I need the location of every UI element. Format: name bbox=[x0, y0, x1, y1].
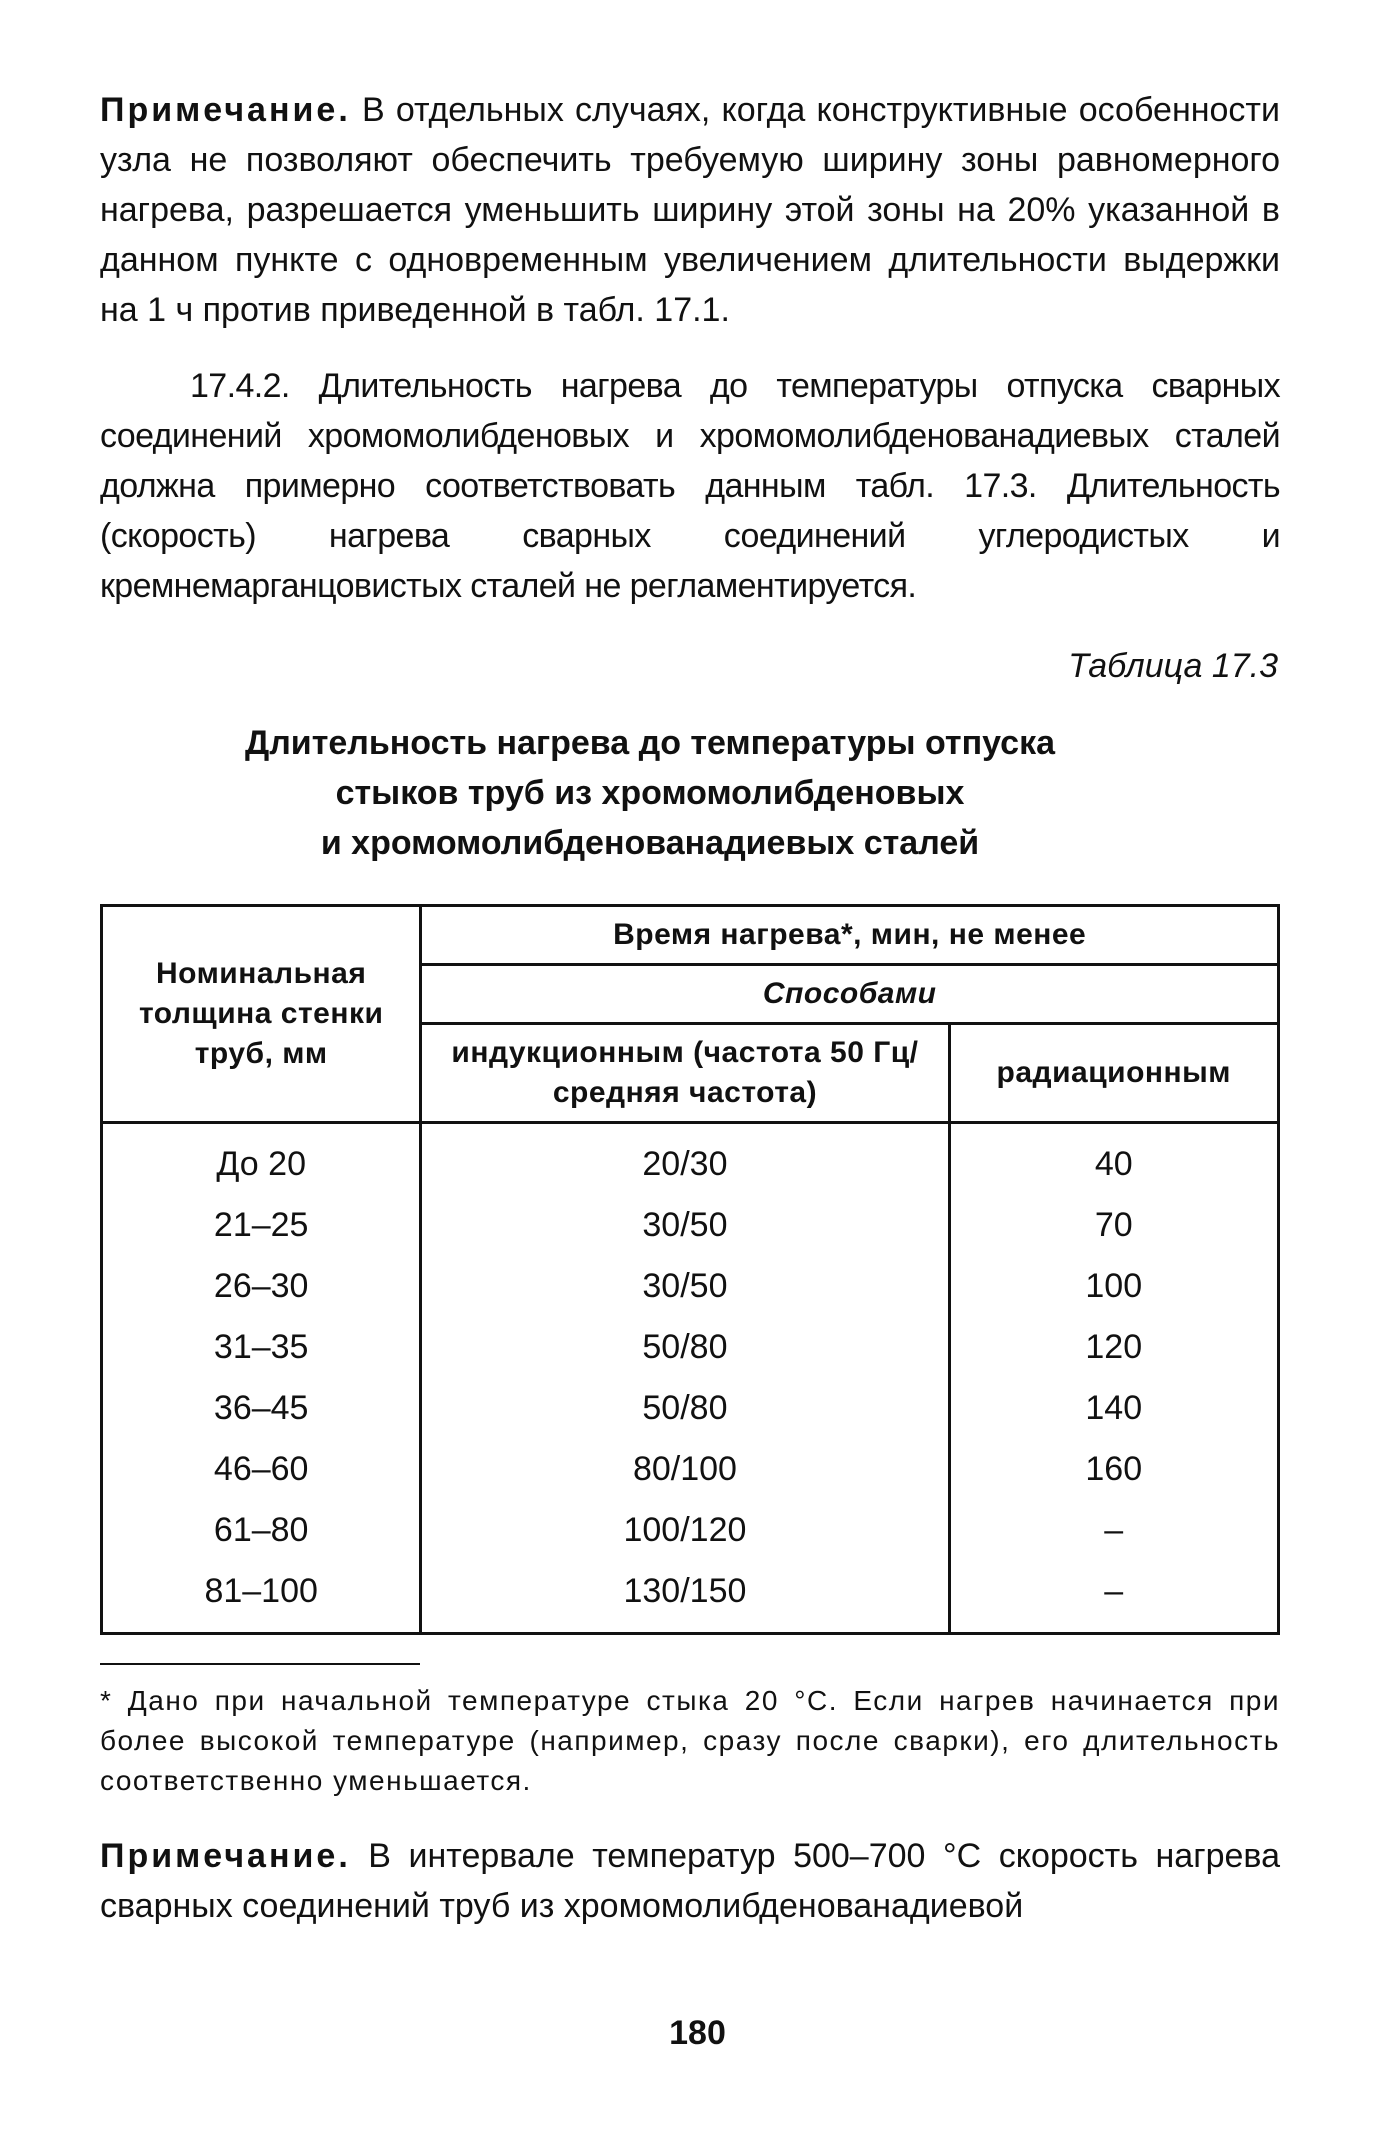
cell-thickness: 46–60 bbox=[102, 1439, 421, 1500]
table-row bbox=[102, 1439, 1279, 1500]
table-title-line: и хромомолибденованадиевых сталей bbox=[320, 824, 980, 862]
section-paragraph-17-4-2: 17.4.2. Длительность нагрева до температуры отпуска сварных соединений хромомолибденовых и хромомолибденованадиевых сталей должна примерно соответствовать данным табл. 17.3. Длительность (скорость) нагрева сварных соединений углеродистых и кремнемарганцовистых сталей не регламентируется. bbox=[100, 367, 1280, 605]
table-row bbox=[102, 1317, 1279, 1378]
table-row bbox=[102, 1500, 1279, 1561]
cell-radiation: 70 bbox=[949, 1195, 1278, 1256]
cell-induction: 30/50 bbox=[421, 1256, 949, 1317]
table-row bbox=[102, 1123, 1279, 1196]
cell-induction: 80/100 bbox=[421, 1439, 949, 1500]
table-row bbox=[102, 1561, 1279, 1634]
cell-radiation: 140 bbox=[949, 1378, 1278, 1439]
cell-thickness: До 20 bbox=[102, 1123, 421, 1196]
note-label: Примечание. bbox=[100, 1837, 351, 1875]
cell-induction: 100/120 bbox=[421, 1500, 949, 1561]
footnote-divider bbox=[100, 1663, 420, 1665]
cell-thickness: 81–100 bbox=[102, 1561, 421, 1634]
table-number: Таблица 17.3 bbox=[1068, 647, 1278, 685]
cell-induction: 50/80 bbox=[421, 1317, 949, 1378]
header-methods: Способами bbox=[421, 965, 1279, 1024]
heating-time-table bbox=[100, 904, 1280, 1635]
cell-thickness: 26–30 bbox=[102, 1256, 421, 1317]
note-paragraph bbox=[100, 85, 1280, 335]
cell-induction: 30/50 bbox=[421, 1195, 949, 1256]
page-content bbox=[100, 85, 1280, 1931]
cell-radiation: 160 bbox=[949, 1439, 1278, 1500]
header-radiation: радиационным bbox=[949, 1024, 1278, 1123]
table-row bbox=[102, 1256, 1279, 1317]
cell-induction: 130/150 bbox=[421, 1561, 949, 1634]
header-wall-thickness: Номинальная толщина стенки труб, мм bbox=[102, 906, 421, 1123]
cell-thickness: 36–45 bbox=[102, 1378, 421, 1439]
note-label: Примечание. bbox=[100, 91, 351, 129]
cell-induction: 20/30 bbox=[421, 1123, 949, 1196]
cell-radiation: 100 bbox=[949, 1256, 1278, 1317]
cell-radiation: 120 bbox=[949, 1317, 1278, 1378]
table-row bbox=[102, 1378, 1279, 1439]
cell-radiation: 40 bbox=[949, 1123, 1278, 1196]
note-paragraph-2 bbox=[100, 1831, 1280, 1931]
header-heating-time: Время нагрева*, мин, не менее bbox=[421, 906, 1279, 965]
cell-radiation: – bbox=[949, 1561, 1278, 1634]
note-text: В отдельных случаях, когда конструктивные особенности узла не позволяют обеспечить требуемую ширину зоны равномерного нагрева, разрешается уменьшить ширину этой зоны на 20% указанной в данном пункте с одновременным увеличением длительности выдержки на 1 ч против приведенной в табл. 17.1. bbox=[100, 91, 1280, 329]
table-title-line: Длительность нагрева до температуры отпуска bbox=[244, 724, 1056, 762]
footnote: * Дано при начальной температуре стыка 20 °С. Если нагрев начинается при более высокой температуре (например, сразу после сварки), его длительность соответственно уменьшается. bbox=[100, 1685, 1280, 1796]
table-row bbox=[102, 1195, 1279, 1256]
table-title-line: стыков труб из хромомолибденовых bbox=[335, 774, 965, 812]
cell-thickness: 61–80 bbox=[102, 1500, 421, 1561]
note-text: В интервале температур 500–700 °С скорость нагрева сварных соединений труб из хромомолибденованадиевой bbox=[100, 1837, 1280, 1925]
cell-radiation: – bbox=[949, 1500, 1278, 1561]
cell-thickness: 21–25 bbox=[102, 1195, 421, 1256]
header-induction: индукционным (частота 50 Гц/средняя частота) bbox=[421, 1024, 949, 1123]
cell-induction: 50/80 bbox=[421, 1378, 949, 1439]
table-title bbox=[100, 718, 1200, 868]
cell-thickness: 31–35 bbox=[102, 1317, 421, 1378]
page-number: 180 bbox=[669, 2014, 726, 2052]
